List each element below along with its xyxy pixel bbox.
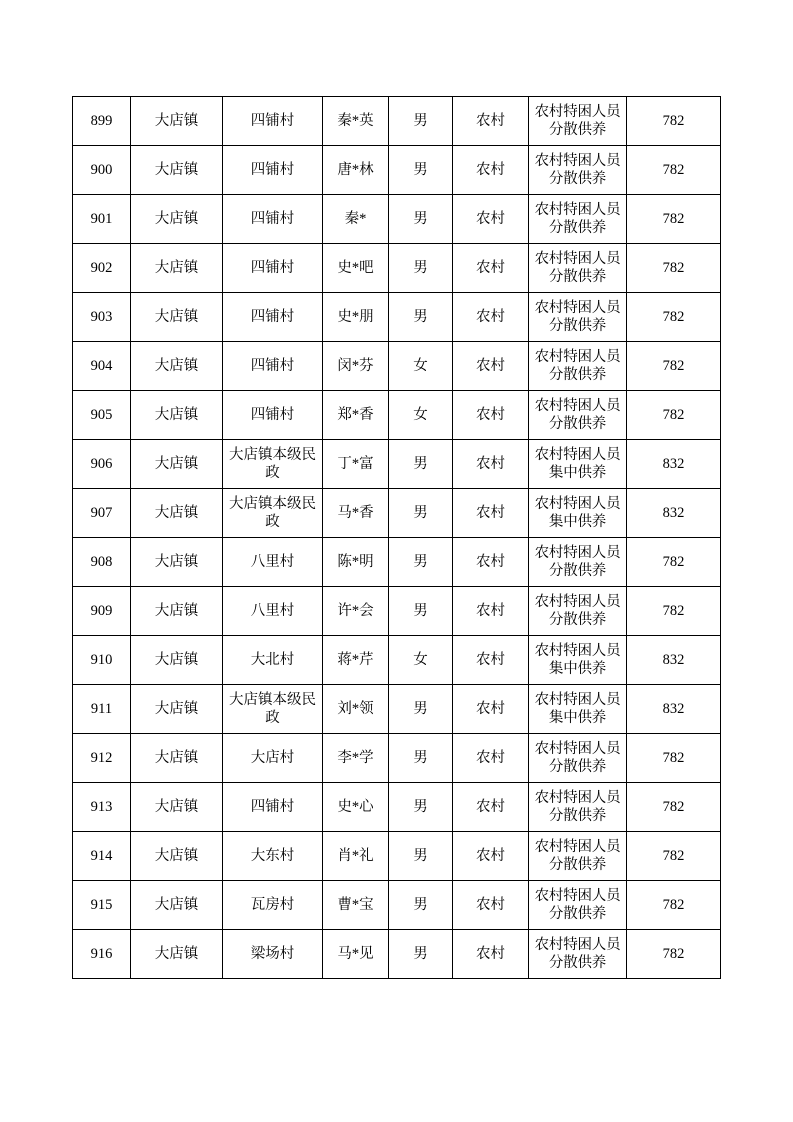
cell-gender: 男	[389, 538, 453, 587]
cell-household: 农村	[453, 440, 529, 489]
cell-amount: 782	[627, 930, 721, 979]
cell-amount: 782	[627, 293, 721, 342]
cell-household: 农村	[453, 391, 529, 440]
cell-category: 农村特困人员分散供养	[529, 342, 627, 391]
cell-town: 大店镇	[131, 342, 223, 391]
cell-no: 912	[73, 734, 131, 783]
table-row	[73, 391, 721, 440]
cell-household: 农村	[453, 342, 529, 391]
cell-town: 大店镇	[131, 783, 223, 832]
cell-gender: 女	[389, 391, 453, 440]
table-row	[73, 587, 721, 636]
cell-village: 八里村	[223, 538, 323, 587]
cell-no: 900	[73, 146, 131, 195]
cell-category: 农村特困人员集中供养	[529, 685, 627, 734]
table-row	[73, 440, 721, 489]
cell-amount: 782	[627, 342, 721, 391]
cell-village: 四铺村	[223, 195, 323, 244]
cell-amount: 782	[627, 881, 721, 930]
cell-no: 902	[73, 244, 131, 293]
cell-amount: 782	[627, 244, 721, 293]
cell-category: 农村特困人员分散供养	[529, 244, 627, 293]
cell-name: 曹*宝	[323, 881, 389, 930]
cell-name: 秦*	[323, 195, 389, 244]
cell-household: 农村	[453, 538, 529, 587]
cell-name: 闵*芬	[323, 342, 389, 391]
cell-no: 906	[73, 440, 131, 489]
cell-name: 史*心	[323, 783, 389, 832]
cell-gender: 男	[389, 832, 453, 881]
table-row	[73, 783, 721, 832]
cell-no: 899	[73, 97, 131, 146]
cell-category: 农村特困人员分散供养	[529, 391, 627, 440]
cell-household: 农村	[453, 244, 529, 293]
cell-no: 913	[73, 783, 131, 832]
cell-village: 大东村	[223, 832, 323, 881]
cell-gender: 女	[389, 342, 453, 391]
cell-village: 大店村	[223, 734, 323, 783]
cell-gender: 男	[389, 587, 453, 636]
cell-gender: 男	[389, 146, 453, 195]
cell-name: 蒋*芹	[323, 636, 389, 685]
cell-village: 八里村	[223, 587, 323, 636]
cell-amount: 782	[627, 783, 721, 832]
assistance-records-table	[72, 96, 721, 979]
cell-no: 903	[73, 293, 131, 342]
cell-gender: 男	[389, 734, 453, 783]
cell-town: 大店镇	[131, 146, 223, 195]
cell-amount: 782	[627, 832, 721, 881]
cell-no: 901	[73, 195, 131, 244]
cell-village: 四铺村	[223, 342, 323, 391]
cell-town: 大店镇	[131, 685, 223, 734]
cell-household: 农村	[453, 930, 529, 979]
cell-village: 四铺村	[223, 293, 323, 342]
cell-no: 908	[73, 538, 131, 587]
cell-town: 大店镇	[131, 930, 223, 979]
cell-gender: 男	[389, 881, 453, 930]
cell-town: 大店镇	[131, 97, 223, 146]
table-row	[73, 685, 721, 734]
cell-town: 大店镇	[131, 734, 223, 783]
cell-town: 大店镇	[131, 391, 223, 440]
table-row	[73, 244, 721, 293]
cell-category: 农村特困人员集中供养	[529, 636, 627, 685]
cell-household: 农村	[453, 146, 529, 195]
table-row	[73, 538, 721, 587]
cell-village: 大店镇本级民政	[223, 440, 323, 489]
table-row	[73, 97, 721, 146]
cell-village: 四铺村	[223, 391, 323, 440]
cell-town: 大店镇	[131, 881, 223, 930]
cell-household: 农村	[453, 685, 529, 734]
table-row	[73, 930, 721, 979]
cell-village: 四铺村	[223, 146, 323, 195]
cell-name: 史*朋	[323, 293, 389, 342]
cell-amount: 782	[627, 195, 721, 244]
cell-household: 农村	[453, 195, 529, 244]
cell-name: 陈*明	[323, 538, 389, 587]
cell-name: 郑*香	[323, 391, 389, 440]
cell-village: 四铺村	[223, 97, 323, 146]
cell-category: 农村特困人员集中供养	[529, 440, 627, 489]
cell-name: 肖*礼	[323, 832, 389, 881]
cell-name: 丁*富	[323, 440, 389, 489]
cell-name: 许*会	[323, 587, 389, 636]
cell-household: 农村	[453, 489, 529, 538]
table-row	[73, 489, 721, 538]
cell-amount: 782	[627, 97, 721, 146]
cell-name: 李*学	[323, 734, 389, 783]
cell-amount: 782	[627, 391, 721, 440]
table-row	[73, 832, 721, 881]
table-row	[73, 342, 721, 391]
cell-name: 马*见	[323, 930, 389, 979]
cell-category: 农村特困人员分散供养	[529, 832, 627, 881]
cell-town: 大店镇	[131, 489, 223, 538]
table-row	[73, 146, 721, 195]
cell-household: 农村	[453, 783, 529, 832]
cell-village: 瓦房村	[223, 881, 323, 930]
cell-no: 905	[73, 391, 131, 440]
cell-town: 大店镇	[131, 587, 223, 636]
cell-amount: 782	[627, 146, 721, 195]
cell-town: 大店镇	[131, 832, 223, 881]
cell-town: 大店镇	[131, 293, 223, 342]
cell-gender: 男	[389, 244, 453, 293]
cell-amount: 832	[627, 440, 721, 489]
table-container	[72, 96, 720, 979]
cell-name: 史*吧	[323, 244, 389, 293]
cell-village: 大北村	[223, 636, 323, 685]
cell-gender: 男	[389, 195, 453, 244]
cell-no: 910	[73, 636, 131, 685]
cell-no: 911	[73, 685, 131, 734]
cell-gender: 男	[389, 489, 453, 538]
cell-category: 农村特困人员分散供养	[529, 930, 627, 979]
cell-name: 唐*林	[323, 146, 389, 195]
cell-no: 909	[73, 587, 131, 636]
cell-household: 农村	[453, 636, 529, 685]
cell-category: 农村特困人员分散供养	[529, 734, 627, 783]
cell-name: 刘*领	[323, 685, 389, 734]
cell-household: 农村	[453, 97, 529, 146]
cell-gender: 女	[389, 636, 453, 685]
cell-household: 农村	[453, 832, 529, 881]
cell-category: 农村特困人员分散供养	[529, 97, 627, 146]
cell-amount: 782	[627, 538, 721, 587]
cell-gender: 男	[389, 930, 453, 979]
cell-category: 农村特困人员分散供养	[529, 293, 627, 342]
cell-no: 916	[73, 930, 131, 979]
cell-village: 四铺村	[223, 244, 323, 293]
cell-gender: 男	[389, 440, 453, 489]
cell-town: 大店镇	[131, 195, 223, 244]
cell-household: 农村	[453, 587, 529, 636]
cell-no: 907	[73, 489, 131, 538]
table-row	[73, 195, 721, 244]
table-row	[73, 881, 721, 930]
cell-category: 农村特困人员分散供养	[529, 538, 627, 587]
cell-amount: 832	[627, 636, 721, 685]
table-row	[73, 293, 721, 342]
table-row	[73, 636, 721, 685]
cell-name: 秦*英	[323, 97, 389, 146]
cell-household: 农村	[453, 293, 529, 342]
table-body	[73, 97, 721, 979]
cell-town: 大店镇	[131, 538, 223, 587]
cell-category: 农村特困人员分散供养	[529, 783, 627, 832]
cell-no: 915	[73, 881, 131, 930]
cell-gender: 男	[389, 783, 453, 832]
cell-name: 马*香	[323, 489, 389, 538]
cell-category: 农村特困人员集中供养	[529, 489, 627, 538]
cell-village: 大店镇本级民政	[223, 489, 323, 538]
cell-amount: 782	[627, 734, 721, 783]
cell-gender: 男	[389, 97, 453, 146]
cell-village: 梁场村	[223, 930, 323, 979]
table-row	[73, 734, 721, 783]
cell-gender: 男	[389, 685, 453, 734]
cell-amount: 782	[627, 587, 721, 636]
cell-amount: 832	[627, 489, 721, 538]
cell-town: 大店镇	[131, 244, 223, 293]
cell-category: 农村特困人员分散供养	[529, 587, 627, 636]
cell-household: 农村	[453, 734, 529, 783]
cell-category: 农村特困人员分散供养	[529, 146, 627, 195]
cell-category: 农村特困人员分散供养	[529, 881, 627, 930]
cell-gender: 男	[389, 293, 453, 342]
cell-amount: 832	[627, 685, 721, 734]
cell-village: 四铺村	[223, 783, 323, 832]
cell-town: 大店镇	[131, 440, 223, 489]
cell-household: 农村	[453, 881, 529, 930]
cell-no: 914	[73, 832, 131, 881]
cell-no: 904	[73, 342, 131, 391]
cell-town: 大店镇	[131, 636, 223, 685]
cell-category: 农村特困人员分散供养	[529, 195, 627, 244]
cell-village: 大店镇本级民政	[223, 685, 323, 734]
